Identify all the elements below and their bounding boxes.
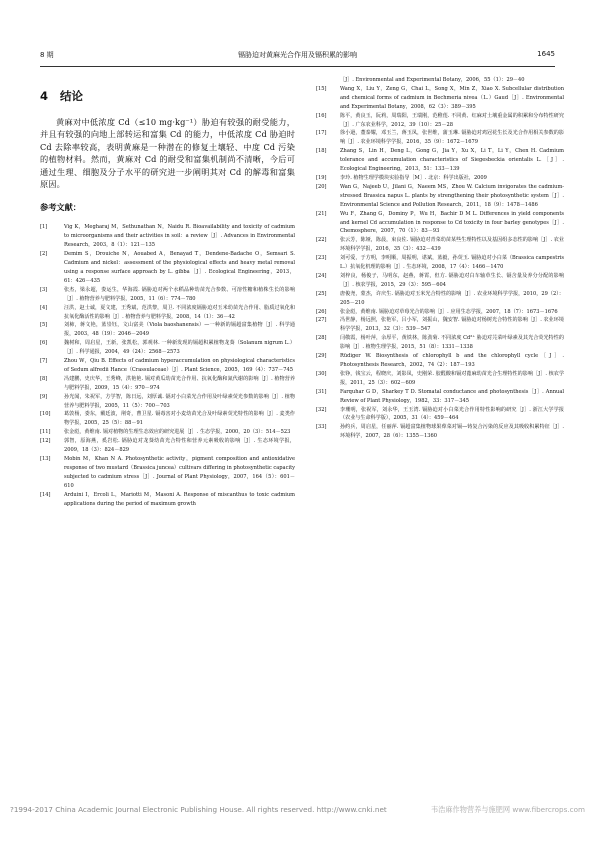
left-column (40, 76, 295, 508)
reference-number: [30] (316, 370, 327, 377)
reference-number: [29] (316, 353, 327, 360)
reference-text: 郭智，原海燕，奚岩松. 镉胁迫对龙葵幼苗光合特性和营养元素吸收的影响［J］. 生态环境学报，2009，18（3）：824－829 (64, 438, 295, 454)
reference-text: 张金彪，黄维南. 镉胁迫对草莓光合的影响［J］. 应用生态学报，2007，18（7）：1673－1676 (340, 308, 558, 315)
copyright-notice: ?1994-2017 China Academic Journal Electronic Publishing House. All rights reserved. http://www.cnki.net (10, 805, 387, 814)
reference-item (316, 174, 564, 183)
reference-number: [32] (316, 406, 327, 413)
reference-item (316, 272, 564, 290)
reference-text: 冯世静，杨远照，张艳军，吕小军，刘振山，魏安智. 镉胁迫对杨树光合特性的影响［J］. 农业环境科学学报，2013，32（3）：539－547 (340, 317, 564, 333)
reference-number: [19] (316, 174, 327, 181)
reference-number: [7] (40, 358, 48, 365)
reference-item (40, 339, 295, 357)
reference-text: 孙约兵，周启星，任丽萍. 镉超富集植物球果蔊菜对镉—铸复合污染的反应及其吸收积累特征［J］. 环境科学，2007，28（6）：1355－1360 (340, 424, 564, 440)
reference-number: [22] (316, 237, 327, 244)
reference-text: 冯建鹏，史庆华，王秀峰，洪艳艳. 镉对黄瓜幼苗光合作用、抗氧化酶和氮代谢的影响［J］. 植物营养与肥料学报，2009，15（4）：970－974 (64, 375, 295, 391)
reference-number: [5] (40, 322, 48, 329)
reference-item (40, 491, 295, 509)
footer (0, 805, 595, 819)
reference-list-right (316, 76, 564, 441)
reference-text: 唐俊尧，蒙杰，许庆生. 镉胁迫对玉米光合特性的影响［J］. 农业环境科学学报，2010，29（2）：205－210 (340, 290, 564, 306)
reference-text: 张铮，钱宝云，程晓庆，刘影凤，史刚荣. 胶醛酸和镉对蓖麻幼苗光合生理特性的影响［J］. 核农学报，2011，25（3）：602－609 (340, 370, 564, 386)
reference-number: [4] (40, 304, 48, 311)
reference-text: 闫敬霞，杨叶萍，余厚平，黄铁林，陈劲菊. 不同浓度 Cd²⁺ 胁迫对芫菜叶绿素及其光合荧光特性的影响［J］. 植物生理学报，2015，51（8）：1331－1338 (340, 335, 564, 351)
reference-text: Wu F，Zhang G，Dominy P，Wu H，Bachir D M L. Differences in yield components and kernel Cd accumulation in response to Cd toxicity in four barley genotypes［J］. Chemosphere，2007，70（1）：83－93 (340, 210, 564, 235)
reference-text: Zhou W，Qiu B. Effects of cadmium hyperaccumulation on physiological characteristics of Sedum alfredii Hance（Crassulaceae）［J］. Plant Science，2005，169（4）：737－745 (64, 358, 295, 373)
reference-item (316, 254, 564, 272)
reference-text: 张金彪，黄维南. 镉对植物的生理生态效应的研究进展［J］. 生态学报，2000，20（3）：514－523 (64, 429, 291, 436)
reference-text: Mobin M，Khan N A. Photosynthetic activity，pigment composition and antioxidative response of two mustard（Brassica juncea）cultivars differing in photosynthetic capacity subjected to cadmium stress［J］. Journal of Plant Physiology，2007，164（5）：601－610 (64, 456, 295, 489)
reference-text: 陈平，黄良玉，阮莉，周瑞阳，王瑞刚，范稚莲. 不同黄、红麻对土壤重金属的积累和分布特性研究［J］. 广东农业科学，2012，39（10）：25－28 (340, 112, 564, 128)
reference-item (316, 236, 564, 254)
reference-item (316, 334, 564, 352)
reference-item (316, 423, 564, 441)
section-heading (40, 88, 295, 104)
reference-number: [28] (316, 335, 327, 342)
reference-text: 刘梓良，杨俊子，马明东，赵燕，蒋霄，但方. 镉胁迫对白车轴草生长、镉含量及养分分配的影响［J］. 核农学报，2015，29（3）：595－604 (340, 272, 564, 288)
reference-text: Arduini I，Ercoli L，Mariotti M，Masoni A. Response of miscanthus to toxic cadmium applications during the period of maximum growth (64, 491, 295, 507)
reference-item (40, 428, 295, 437)
reference-item (40, 250, 295, 286)
reference-item (40, 410, 295, 428)
reference-number: [1] (40, 224, 48, 231)
reference-number: [6] (40, 340, 48, 347)
issue-number: 8 期 (40, 51, 54, 59)
reference-item (40, 375, 295, 393)
reference-number: [33] (316, 424, 327, 431)
reference-item (316, 210, 564, 237)
reference-number: [17] (316, 130, 327, 137)
reference-item (316, 308, 564, 317)
reference-text: Farquhar G D，Sharkey T D. Stomatal conductance and photosynthesis［J］. Annual Review of Plant Physiology，1982，33：317－345 (340, 388, 564, 404)
reference-item (316, 290, 564, 308)
reference-number: [16] (316, 112, 327, 119)
reference-item (316, 129, 564, 147)
header-rule (40, 66, 555, 67)
running-header (40, 50, 555, 64)
reference-text: Demim S，Drouiche N，Aouabed A，Benayad T，Dendene-Badache O，Semsari S. Cadmium and nickel：assessment of the physiological effects and heavy metal removal using a response surface approach by L. gibba［J］. Ecological Engineering，2013，61：426－435 (64, 251, 295, 284)
reference-item (316, 406, 564, 424)
reference-text: 李珊明，张祝军，刘永华，王玉湾. 镉胁迫对小白菜光合作用特性影响的研究［J］. 浙江大学学报（农业与生命科学版），2005，31（4）：459－464 (340, 406, 564, 422)
right-column (316, 76, 564, 441)
running-title: 镉胁迫对黄麻光合作用及镉积累的影响 (238, 51, 357, 59)
reference-list-left (40, 223, 295, 508)
reference-item (40, 321, 295, 339)
reference-text: 汪洪，赵士诚，夏文建，王秀斌，范洪黎，周卫. 不同浓度镉胁迫对玉米幼苗光合作用、脂质过氧化和抗氧化酶活性的影响［J］. 植物营养与肥料学报，2008，14（1）：36－42 (64, 304, 295, 320)
reference-number: [23] (316, 255, 327, 262)
reference-text: Wan G，Najeeb U，Jilani G，Naeem MS，Zhou W. Calcium invigorates the cadmium-stressed Brassica napus L. plants by strengthening their photosynthetic system［J］. Environmental Science and Pollution Research，2011，18（9）：1478－1486 (340, 183, 564, 208)
reference-number: [25] (316, 290, 327, 297)
reference-item (316, 112, 564, 130)
reference-item (316, 147, 564, 174)
section-title: 结论 (60, 89, 84, 103)
reference-text: 刘柿，蒋文艳，蓝崇钰，文山富美（Viola baoshanensis）—一种新的镉超富集植物［J］. 科学通报，2003，48（19）：2046－2049 (64, 322, 295, 338)
reference-number: [13] (40, 456, 51, 462)
reference-item (40, 437, 295, 455)
reference-number: [31] (316, 388, 327, 395)
reference-number: [21] (316, 210, 327, 217)
reference-text: 张云芳，陈娅，陈晨，束良佐. 镉胁迫对青菜幼苗某些生理特性以及基因组多态性的影响［J］. 农业环境科学学报，2016，35（3）：432－439 (340, 237, 564, 253)
reference-item (40, 357, 295, 375)
reference-text: Zhang S，Lin H，Deng L，Gong G，Jia Y，Xu X，Li T，Li Y，Chen H. Cadmium tolerance and accumulation characteristics of Siegesbeckia orientalis L.［J］. Ecological Engineering，2013，51：133－139 (340, 148, 564, 173)
reference-item (40, 223, 295, 250)
references-heading: 参考文献： (40, 202, 81, 213)
reference-number: [10] (40, 411, 51, 418)
reference-item (316, 388, 564, 406)
reference-text: 葛敦杨，娄东，戴廷波，荆奇，曹卫星. 镉毒害对小麦幼苗光合及叶绿素荧光特性的影响［J］. 麦类作物学报，2005，25（5）：88－91 (64, 411, 295, 427)
reference-number: [14] (40, 491, 51, 498)
reference-text: Vig K，Megharaj M，Sethunathan N，Naidu R. Bioavailability and toxicity of cadmium to microorganisms and their activities in soil：a review［J］. Advances in Environmental Research，2003，8（1）：121－135 (64, 224, 295, 249)
reference-item (316, 183, 564, 210)
reference-number: [2] (40, 251, 48, 258)
reference-item (316, 370, 564, 388)
reference-number: [18] (316, 148, 327, 155)
reference-item (316, 76, 564, 85)
reference-item (316, 85, 564, 112)
reference-number: [9] (40, 393, 48, 400)
reference-item (316, 352, 564, 370)
reference-number: [3] (40, 286, 48, 293)
reference-text: 孙光闻，朱祝军，方学智，陈日远，刘厚诚. 镉对小白菜光合作用及叶绿素荧光参数的影响［J］. 植物营养与肥料学报，2005，11（5）：700－703 (64, 393, 295, 409)
reference-number: [20] (316, 183, 327, 190)
reference-number: [12] (40, 438, 51, 445)
reference-text: 徐小逊，董泰耀，邓玉兰，蒋玉凤，张世维，蒲玉琳. 镉胁迫对鸡冠花生长及光合作用相关参数的影响［J］. 农业环境科学学报，2016，35（9）：1672－1679 (340, 130, 564, 146)
conclusion-paragraph: 黄麻对中低浓度 Cd（≤10 mg·kg⁻¹）胁迫有较强的耐受能力，并且有较强的向地上部转运和富集 Cd 的能力，中低浓度 Cd 胁迫时 Cd 去除率较高，表明黄麻是一种潜在的修复土壤轻、中度 Cd 污染的植物材料。然而，黄麻对 Cd 的耐受和富集机制尚不清晰，今后可通过生理、细胞及分子水平的研究进一步阐明其对 Cd 的解毒和富集原因。 (40, 117, 295, 190)
reference-text: 魏树和，周启星，王新，张凯松，郭观林. 一种新发现的镉超积累植物龙葵（Solanum nigrum L.）［J］. 科学通报，2004，49（24）：2568－2573 (64, 340, 295, 356)
reference-number: [24] (316, 272, 327, 279)
reference-text: Wang X，Liu Y，Zeng G，Chai L，Song X，Min Z，Xiao X. Subcellular distribution and chemical forms of cadmium in Bechmeria nivea（L.）Gaud［J］. Environmental and Experimental Botany，2008，62（3）：389－395 (340, 85, 564, 110)
reference-item (316, 316, 564, 334)
reference-number: [15] (316, 85, 327, 92)
reference-text: 张杰，梁永超，娄运生，华海霞. 镉胁迫对两个水稻品种幼苗光合参数、可溶性糖和植株生长的影响［J］. 植物营养与肥料学报，2005，11（6）：774－780 (64, 286, 295, 302)
page-number: 1645 (537, 50, 555, 58)
reference-text: Rüdiger W. Biosynthesis of chlorophyll b and the chlorophyll cycle［J］. Photosynthesis Research，2002，74（2）：187－193 (340, 353, 564, 368)
section-number: 4 (40, 89, 49, 103)
reference-number: [26] (316, 308, 327, 315)
reference-text: 刘可爱，于方明，李明顺，周振明，谌斌，蓝毅，孙荧玉. 镉胁迫对小白菜（Brassica campestris L.）抗氧化机理的影响［J］. 生态环境，2008，17（4）：1466－1470 (340, 255, 564, 271)
reference-number: [11] (40, 429, 51, 436)
reference-text: 李玲. 植物生理学模块实验指导［M］. 北京：科学出版社，2009 (340, 174, 487, 181)
reference-number: [8] (40, 375, 48, 382)
reference-item (40, 286, 295, 304)
reference-number: [27] (316, 317, 327, 324)
watermark-text: 韦浩麻作物营养与施肥网 www.fibercrops.com (430, 805, 585, 814)
reference-item (40, 304, 295, 322)
reference-item (40, 393, 295, 411)
reference-text: ［J］. Environmental and Experimental Botany，2006，55（1）：29－40 (340, 77, 525, 83)
reference-item (40, 455, 295, 491)
